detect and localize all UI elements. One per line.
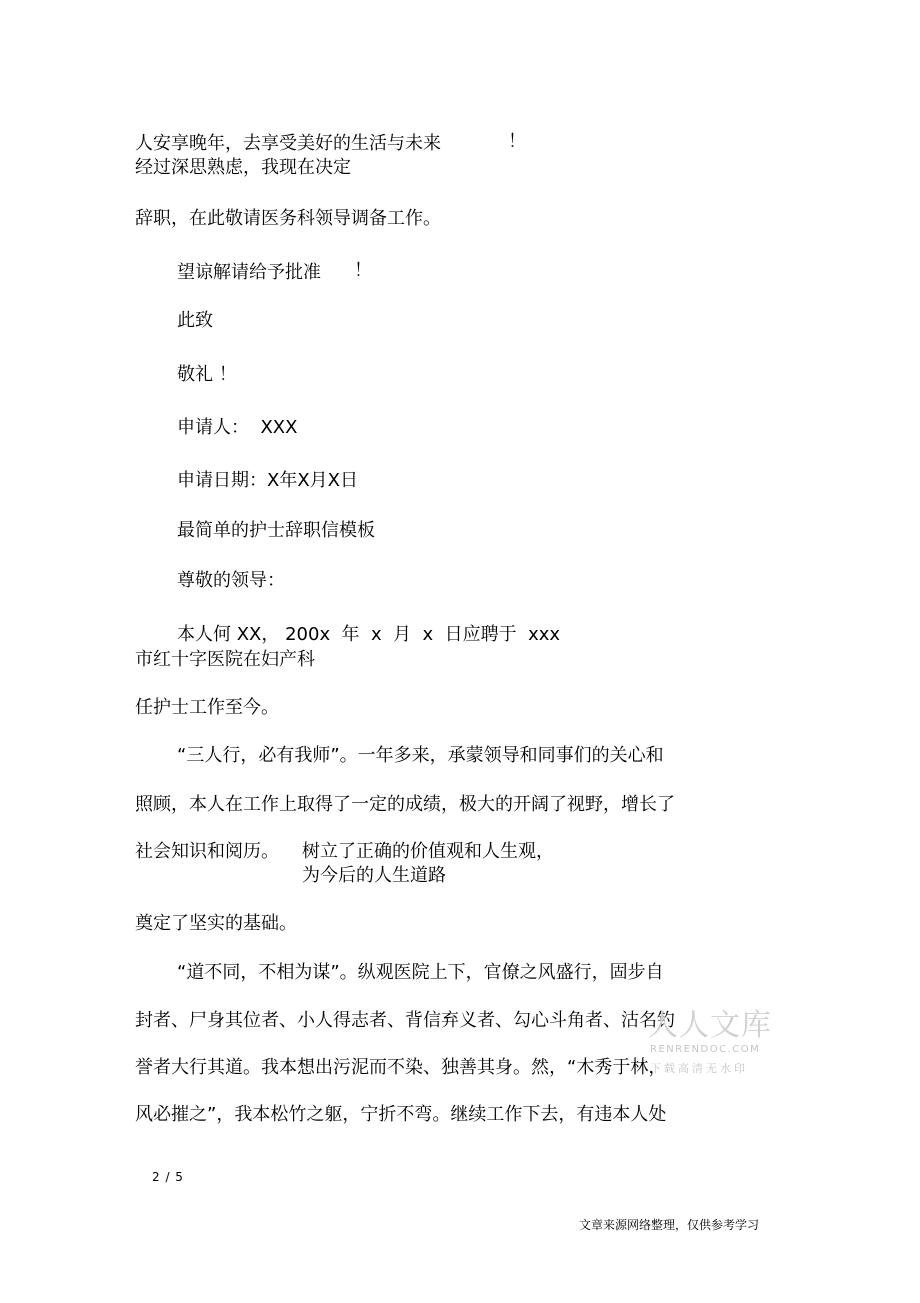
watermark-logo <box>648 1010 778 1080</box>
text-line: 誉者大行其道。我本想出污泥而不染、独善其身。然，“木秀于林， <box>135 1057 667 1078</box>
text-line: 封者、尸身其位者、小人得志者、背信弃义者、勾心斗角者、沽名钓 <box>135 1010 675 1031</box>
watermark-subtitle: 下载高清无水印 <box>650 1062 748 1075</box>
applicant-line: 申请人： XXX <box>177 417 298 438</box>
text-line: 为今后的人生道路 <box>302 865 446 886</box>
application-date-line: 申请日期：X年X月X日 <box>177 470 358 491</box>
text-line: 风必摧之”，我本松竹之躯，宁折不弯。继续工作下去，有违本人处 <box>135 1104 667 1125</box>
watermark-url: RENRENDOC.COM <box>650 1044 761 1055</box>
text-line: 辞职，在此敬请医务科领导调备工作。 <box>135 208 441 229</box>
page-number: 2 / 5 <box>152 1170 184 1184</box>
text-line: 经过深思熟虑，我现在决定 <box>135 157 351 178</box>
exclamation-mark: ！ <box>354 260 372 281</box>
text-line: 社会知识和阅历。 <box>135 841 279 862</box>
text-line: 奠定了坚实的基础。 <box>135 913 297 934</box>
text-line: “三人行，必有我师”。一年多来，承蒙领导和同事们的关心和 <box>177 745 664 766</box>
watermark-title: 人人文库 <box>648 1008 772 1043</box>
section-title: 最简单的护士辞职信模板 <box>177 520 375 541</box>
text-line: 望谅解请给予批准 <box>177 262 321 283</box>
text-line: 照顾，本人在工作上取得了一定的成绩，极大的开阔了视野，增长了 <box>135 794 675 815</box>
text-line: 树立了正确的价值观和人生观， <box>302 841 554 862</box>
greeting-line: 尊敬的领导： <box>177 570 285 591</box>
closing-salutation: 此致 <box>177 310 213 331</box>
text-line: “道不同，不相为谋”。纵观医院上下，官僚之风盛行，固步自 <box>177 962 664 983</box>
exclamation-mark: ！ <box>508 131 526 152</box>
closing-regards: 敬礼 ！ <box>177 364 237 385</box>
footer-note: 文章来源网络整理，仅供参考学习 <box>579 1218 760 1232</box>
text-line: 本人何 XX， 200x 年 x 月 x 日应聘于 xxx <box>177 624 561 645</box>
text-line: 市红十字医院在妇产科 <box>135 649 315 670</box>
text-line: 任护士工作至今。 <box>135 697 279 718</box>
text-line: 人安享晚年，去享受美好的生活与未来 <box>135 133 441 154</box>
